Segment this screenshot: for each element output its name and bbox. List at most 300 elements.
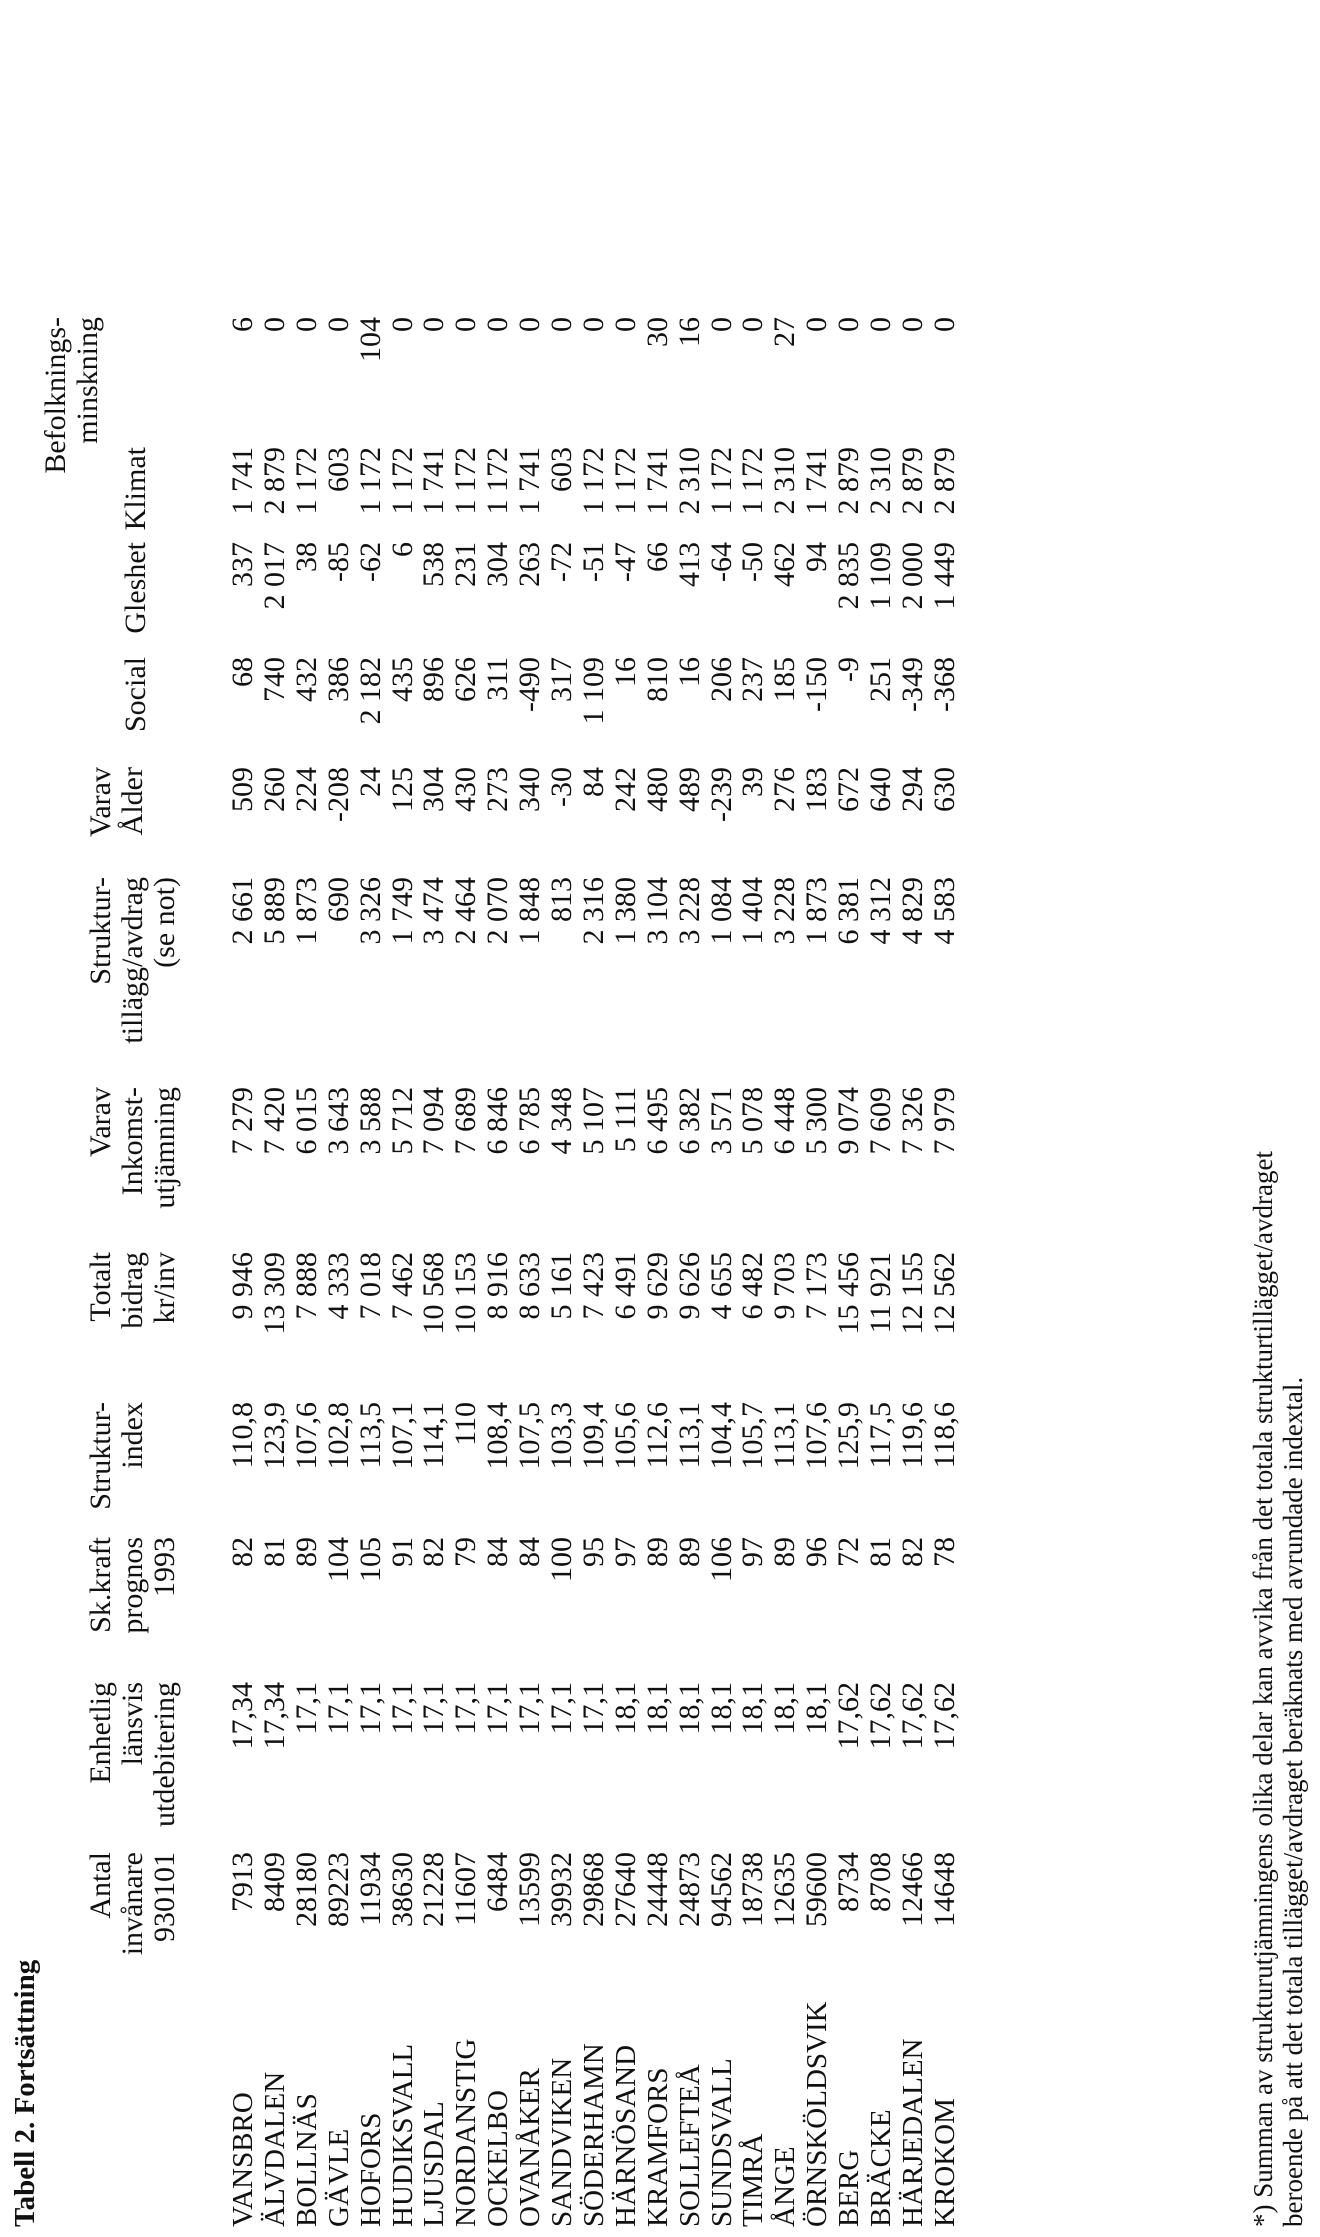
cell-sidx: 113,5: [353, 1402, 387, 1469]
cell-gle: 1 109: [864, 542, 897, 610]
cell-ink: 6 495: [640, 1087, 674, 1155]
cell-soc: 68: [226, 657, 259, 687]
cell-sidx: 119,6: [895, 1402, 929, 1469]
cell-sidx: 110: [449, 1402, 483, 1446]
cell-tot: 6 491: [608, 1252, 642, 1320]
cell-gle: -64: [704, 542, 738, 582]
cell-enh: 17,1: [513, 1682, 547, 1735]
cell-tot: 10 153: [449, 1252, 483, 1335]
cell-ald: 260: [257, 767, 291, 812]
cell-kli: 603: [545, 447, 578, 492]
cell-sidx: 107,6: [289, 1402, 323, 1470]
cell-bef: 0: [832, 317, 866, 332]
column-header-str: [85, 877, 181, 1044]
cell-str: 3 104: [640, 877, 674, 945]
cell-kli: 2 310: [672, 447, 706, 515]
cell-pop: 39932: [545, 1852, 578, 1927]
cell-soc: 1 109: [576, 657, 610, 725]
cell-bef: 0: [449, 317, 483, 332]
cell-kli: 1 172: [385, 447, 419, 515]
cell-ald: 273: [481, 767, 515, 812]
column-header-line: [152, 657, 184, 732]
cell-pop: 89223: [321, 1852, 355, 1927]
cell-enh: 17,1: [449, 1682, 483, 1735]
cell-kli: 603: [321, 447, 355, 492]
column-header-line: utdebitering: [148, 1682, 181, 1827]
cell-kli: 1 741: [513, 447, 547, 515]
column-header-line: [152, 447, 184, 530]
cell-kli: 1 172: [481, 447, 515, 515]
cell-str: 3 474: [417, 877, 451, 945]
cell-ald: -208: [321, 767, 355, 822]
cell-ald: 24: [353, 767, 387, 797]
cell-tot: 15 456: [832, 1252, 866, 1335]
cell-ald: -239: [704, 767, 738, 822]
municipality-name: OVANÅKER: [514, 2068, 547, 2227]
cell-gle: -47: [608, 542, 642, 582]
cell-sk: 78: [927, 1537, 961, 1567]
cell-pop: 28180: [289, 1852, 323, 1927]
cell-soc: 317: [545, 657, 578, 702]
cell-tot: 4 333: [321, 1252, 355, 1320]
column-header-line: Social: [119, 657, 152, 732]
cell-bef: 27: [768, 317, 802, 347]
cell-soc: 311: [481, 657, 515, 701]
municipality-name: TIMRÅ: [737, 2133, 770, 2227]
cell-ald: 125: [385, 767, 419, 812]
cell-sk: 97: [736, 1537, 770, 1567]
cell-soc: -150: [800, 657, 834, 712]
cell-ald: 183: [800, 767, 834, 812]
cell-sk: 97: [608, 1537, 642, 1567]
column-header-line: prognos: [116, 1537, 149, 1634]
cell-bef: 0: [608, 317, 642, 332]
cell-bef: 0: [289, 317, 323, 332]
cell-sidx: 123,9: [257, 1402, 291, 1470]
column-header-ink: [85, 1087, 181, 1209]
column-header-line: [184, 657, 216, 732]
cell-gle: -72: [545, 542, 578, 582]
cell-ald: 224: [289, 767, 323, 812]
cell-ink: 6 015: [289, 1087, 323, 1155]
cell-sk: 89: [768, 1537, 802, 1567]
column-header-line: (se not): [148, 877, 181, 968]
cell-kli: 1 172: [353, 447, 387, 515]
cell-tot: 9 946: [226, 1252, 259, 1320]
municipality-name: SUNDSVALL: [705, 2058, 738, 2227]
cell-enh: 17,34: [257, 1682, 291, 1750]
municipality-name: HÄRJEDALEN: [896, 2038, 929, 2227]
cell-sidx: 113,1: [768, 1402, 802, 1469]
cell-enh: 17,1: [353, 1682, 387, 1735]
cell-gle: 462: [768, 542, 802, 587]
cell-ald: -30: [545, 767, 578, 807]
cell-sk: 105: [353, 1537, 387, 1582]
cell-pop: 18738: [736, 1852, 770, 1927]
cell-sidx: 114,1: [417, 1402, 451, 1469]
cell-bef: 30: [640, 317, 674, 347]
column-header-bef: [40, 317, 136, 474]
cell-str: 3 228: [672, 877, 706, 945]
cell-kli: 2 879: [257, 447, 291, 515]
cell-sidx: 117,5: [864, 1402, 897, 1469]
cell-sk: 91: [385, 1537, 419, 1567]
cell-kli: 2 879: [895, 447, 929, 515]
cell-sidx: 118,6: [927, 1402, 961, 1469]
cell-gle: -62: [353, 542, 387, 582]
cell-pop: 7913: [226, 1852, 259, 1912]
cell-ink: 7 609: [864, 1087, 897, 1155]
municipality-name: KROKOM: [928, 2098, 961, 2227]
cell-pop: 12466: [895, 1852, 929, 1927]
cell-ald: 294: [895, 767, 929, 812]
column-header-ald: [85, 767, 181, 837]
cell-enh: 18,1: [704, 1682, 738, 1735]
cell-gle: 2 000: [895, 542, 929, 610]
cell-bef: 0: [927, 317, 961, 332]
cell-bef: 0: [864, 317, 897, 332]
municipality-name: KRAMFORS: [641, 2067, 674, 2227]
cell-soc: 896: [417, 657, 451, 702]
cell-enh: 17,62: [927, 1682, 961, 1750]
cell-pop: 14648: [927, 1852, 961, 1927]
cell-enh: 18,1: [672, 1682, 706, 1735]
cell-soc: 740: [257, 657, 291, 702]
cell-pop: 29868: [576, 1852, 610, 1927]
column-header-line: Klimat: [119, 447, 152, 531]
cell-sk: 89: [640, 1537, 674, 1567]
column-header-line: kr/inv: [148, 1252, 181, 1324]
cell-str: 2 661: [226, 877, 259, 945]
cell-sidx: 107,1: [385, 1402, 419, 1470]
cell-gle: 1 449: [927, 542, 961, 610]
cell-ald: 630: [927, 767, 961, 812]
cell-bef: 0: [481, 317, 515, 332]
column-header-line: länsvis: [116, 1682, 149, 1766]
cell-ald: 242: [608, 767, 642, 812]
municipality-name: HOFORS: [354, 2112, 387, 2227]
cell-enh: 18,1: [768, 1682, 802, 1735]
cell-kli: 1 741: [640, 447, 674, 515]
municipality-name: BERG: [833, 2149, 866, 2227]
cell-soc: 237: [736, 657, 770, 702]
cell-sk: 82: [417, 1537, 451, 1567]
cell-soc: 185: [768, 657, 802, 702]
column-header-line: Ålder: [116, 767, 149, 836]
column-header-line: [184, 447, 216, 530]
cell-str: 5 889: [257, 877, 291, 945]
cell-enh: 17,62: [895, 1682, 929, 1750]
cell-ald: 640: [864, 767, 897, 812]
cell-ink: 7 979: [927, 1087, 961, 1155]
cell-ald: 509: [226, 767, 259, 812]
column-header-line: minskning: [71, 317, 104, 444]
column-header-pop: [85, 1852, 181, 1955]
column-header-line: utjämning: [148, 1087, 181, 1209]
cell-gle: 337: [226, 542, 259, 587]
cell-sk: 95: [576, 1537, 610, 1567]
municipality-name: OCKELBO: [482, 2090, 515, 2227]
cell-str: 1 749: [385, 877, 419, 945]
cell-ald: 340: [513, 767, 547, 812]
cell-str: 2 316: [576, 877, 610, 945]
cell-sidx: 108,4: [481, 1402, 515, 1470]
column-header-line: Struktur-: [84, 877, 117, 985]
footnote-line-2: beroende på att det totala tillägget/avdraget beräknats med avrundade indextal.: [1278, 1376, 1308, 2227]
municipality-name: NORDANSTIG: [450, 2038, 483, 2227]
column-header-line: bidrag: [116, 1252, 149, 1329]
cell-tot: 8 633: [513, 1252, 547, 1320]
cell-pop: 38630: [385, 1852, 419, 1927]
cell-kli: 2 879: [927, 447, 961, 515]
cell-bef: 0: [545, 317, 578, 332]
cell-gle: 304: [481, 542, 515, 587]
cell-gle: 2 017: [257, 542, 291, 610]
cell-kli: 1 172: [289, 447, 323, 515]
cell-bef: 16: [672, 317, 706, 347]
cell-sidx: 102,8: [321, 1402, 355, 1470]
cell-kli: 1 172: [608, 447, 642, 515]
municipality-name: SANDVIKEN: [546, 2057, 578, 2227]
cell-tot: 5 161: [545, 1252, 578, 1320]
column-header-line: Gleshet: [119, 542, 152, 634]
cell-pop: 11934: [353, 1852, 387, 1926]
cell-sk: 106: [704, 1537, 738, 1582]
municipality-name: ÄLVDALEN: [258, 2071, 291, 2227]
cell-enh: 18,1: [608, 1682, 642, 1735]
cell-ink: 6 448: [768, 1087, 802, 1155]
cell-bef: 0: [513, 317, 547, 332]
cell-ink: 7 279: [226, 1087, 259, 1155]
cell-sidx: 107,6: [800, 1402, 834, 1470]
cell-ink: 5 107: [576, 1087, 610, 1155]
cell-sidx: 103,3: [545, 1402, 578, 1470]
cell-ink: 6 846: [481, 1087, 515, 1155]
footnote-line-1: *) Summan av strukturutjämningens olika delar kan avvika från det totala strukturtillägget/avdraget: [1248, 1151, 1278, 2227]
cell-sk: 104: [321, 1537, 355, 1582]
cell-sidx: 105,6: [608, 1402, 642, 1470]
column-header-enh: [85, 1682, 181, 1827]
cell-ink: 7 326: [895, 1087, 929, 1155]
cell-kli: 2 310: [864, 447, 897, 515]
municipality-name: ÅNGE: [769, 2146, 802, 2227]
cell-sidx: 113,1: [672, 1402, 706, 1469]
cell-tot: 12 562: [927, 1252, 961, 1335]
cell-kli: 1 172: [576, 447, 610, 515]
cell-enh: 18,1: [800, 1682, 834, 1735]
cell-ald: 84: [576, 767, 610, 797]
cell-bef: 0: [257, 317, 291, 332]
cell-str: 1 380: [608, 877, 642, 945]
municipality-name: VANSBRO: [227, 2092, 259, 2227]
cell-soc: 386: [321, 657, 355, 702]
cell-tot: 10 568: [417, 1252, 451, 1335]
cell-bef: 0: [321, 317, 355, 332]
cell-tot: 7 018: [353, 1252, 387, 1320]
cell-sk: 100: [545, 1537, 578, 1582]
cell-str: 1 873: [289, 877, 323, 945]
cell-sk: 81: [864, 1537, 897, 1567]
column-header-line: tillägg/avdrag: [116, 877, 149, 1044]
cell-sk: 81: [257, 1537, 291, 1567]
cell-enh: 17,1: [417, 1682, 451, 1735]
cell-kli: 1 741: [417, 447, 451, 515]
cell-enh: 18,1: [640, 1682, 674, 1735]
cell-ald: 304: [417, 767, 451, 812]
cell-tot: 9 629: [640, 1252, 674, 1320]
cell-kli: 1 741: [800, 447, 834, 515]
cell-sk: 89: [289, 1537, 323, 1567]
column-header-sidx: [85, 1402, 181, 1510]
cell-ink: 7 689: [449, 1087, 483, 1155]
column-header-line: [149, 767, 181, 837]
column-header-sk: [85, 1537, 181, 1634]
cell-soc: 2 182: [353, 657, 387, 725]
cell-ald: 276: [768, 767, 802, 812]
cell-kli: 2 310: [768, 447, 802, 515]
cell-ink: 4 348: [545, 1087, 578, 1155]
cell-str: 3 326: [353, 877, 387, 945]
cell-pop: 8409: [257, 1852, 291, 1912]
column-header-tot: [85, 1252, 181, 1329]
cell-soc: 435: [385, 657, 419, 702]
cell-bef: 0: [385, 317, 419, 332]
municipality-name: BOLLNÄS: [290, 2093, 323, 2227]
cell-pop: 11607: [449, 1852, 483, 1926]
column-header-line: invånare: [116, 1852, 149, 1956]
table-title: Tabell 2. Fortsättning: [9, 1959, 41, 2227]
cell-tot: 7 173: [800, 1252, 834, 1320]
cell-enh: 17,34: [226, 1682, 259, 1750]
column-header-line: index: [116, 1402, 149, 1469]
cell-kli: 1 172: [449, 447, 483, 515]
cell-enh: 18,1: [736, 1682, 770, 1735]
column-header-line: Totalt: [84, 1252, 117, 1322]
cell-tot: 9 703: [768, 1252, 802, 1320]
cell-tot: 12 155: [895, 1252, 929, 1335]
cell-gle: 38: [289, 542, 323, 572]
column-header-line: [152, 542, 184, 634]
cell-gle: 263: [513, 542, 547, 587]
cell-sidx: 107,5: [513, 1402, 547, 1470]
cell-soc: -349: [895, 657, 929, 712]
cell-kli: 1 741: [226, 447, 259, 515]
cell-kli: 2 879: [832, 447, 866, 515]
cell-pop: 12635: [768, 1852, 802, 1927]
cell-sk: 84: [513, 1537, 547, 1567]
cell-gle: 538: [417, 542, 451, 587]
cell-kli: 1 172: [704, 447, 738, 515]
cell-str: 4 829: [895, 877, 929, 945]
cell-str: 1 848: [513, 877, 547, 945]
column-header-gle: [120, 542, 216, 634]
cell-soc: 206: [704, 657, 738, 702]
cell-ald: 430: [449, 767, 483, 812]
cell-sidx: 110,8: [226, 1402, 259, 1469]
cell-ald: 489: [672, 767, 706, 812]
cell-str: 690: [321, 877, 355, 922]
municipality-name: SOLLEFTEÅ: [673, 2064, 706, 2227]
column-header-line: [104, 317, 136, 474]
cell-gle: 413: [672, 542, 706, 587]
cell-bef: 0: [704, 317, 738, 332]
cell-tot: 6 482: [736, 1252, 770, 1320]
cell-ink: 7 420: [257, 1087, 291, 1155]
cell-pop: 59600: [800, 1852, 834, 1927]
cell-str: 4 583: [927, 877, 961, 945]
cell-soc: 16: [672, 657, 706, 687]
cell-gle: 94: [800, 542, 834, 572]
column-header-line: Befolknings-: [39, 317, 72, 474]
cell-tot: 7 462: [385, 1252, 419, 1320]
cell-bef: 0: [800, 317, 834, 332]
cell-sk: 72: [832, 1537, 866, 1567]
column-header-line: Antal: [84, 1852, 117, 1919]
municipality-name: SÖDERHAMN: [577, 2043, 610, 2227]
column-header-line: 1993: [148, 1537, 181, 1597]
column-header-line: Varav: [84, 1087, 117, 1157]
cell-enh: 17,1: [576, 1682, 610, 1735]
cell-bef: 0: [576, 317, 610, 332]
cell-ink: 5 300: [800, 1087, 834, 1155]
cell-soc: 16: [608, 657, 642, 687]
cell-tot: 13 309: [257, 1252, 291, 1335]
cell-soc: -490: [513, 657, 547, 712]
municipality-name: ÖRNSKÖLDSVIK: [801, 2001, 834, 2227]
cell-ink: 7 094: [417, 1087, 451, 1155]
cell-str: 1 404: [736, 877, 770, 945]
cell-tot: 8 916: [481, 1252, 515, 1320]
cell-pop: 24448: [640, 1852, 674, 1927]
cell-sk: 79: [449, 1537, 483, 1567]
column-header-line: 930101: [148, 1852, 181, 1942]
cell-tot: 7 888: [289, 1252, 323, 1320]
cell-pop: 13599: [513, 1852, 547, 1927]
cell-enh: 17,62: [864, 1682, 897, 1750]
cell-ald: 39: [736, 767, 770, 797]
cell-bef: 0: [895, 317, 929, 332]
cell-enh: 17,1: [289, 1682, 323, 1735]
cell-sk: 89: [672, 1537, 706, 1567]
cell-bef: 0: [736, 317, 770, 332]
cell-enh: 17,62: [832, 1682, 866, 1750]
cell-ink: 3 643: [321, 1087, 355, 1155]
cell-pop: 6484: [481, 1852, 515, 1912]
cell-str: 813: [545, 877, 578, 922]
municipality-name: HÄRNÖSAND: [609, 2044, 642, 2227]
cell-sidx: 104,4: [704, 1402, 738, 1470]
cell-kli: 1 172: [736, 447, 770, 515]
cell-enh: 17,1: [385, 1682, 419, 1735]
cell-soc: 626: [449, 657, 483, 702]
column-header-line: Sk.kraft: [84, 1537, 117, 1633]
cell-pop: 27640: [608, 1852, 642, 1927]
cell-gle: -51: [576, 542, 610, 582]
cell-str: 4 312: [864, 877, 897, 945]
cell-ink: 3 571: [704, 1087, 738, 1155]
cell-sidx: 109,4: [576, 1402, 610, 1470]
cell-pop: 24873: [672, 1852, 706, 1927]
cell-bef: 104: [353, 317, 387, 362]
cell-enh: 17,1: [481, 1682, 515, 1735]
column-header-line: [149, 1402, 181, 1510]
cell-ink: 6 382: [672, 1087, 706, 1155]
cell-ink: 5 712: [385, 1087, 419, 1155]
cell-str: 2 464: [449, 877, 483, 945]
cell-pop: 8708: [864, 1852, 897, 1912]
cell-tot: 4 655: [704, 1252, 738, 1320]
cell-ink: 6 785: [513, 1087, 547, 1155]
